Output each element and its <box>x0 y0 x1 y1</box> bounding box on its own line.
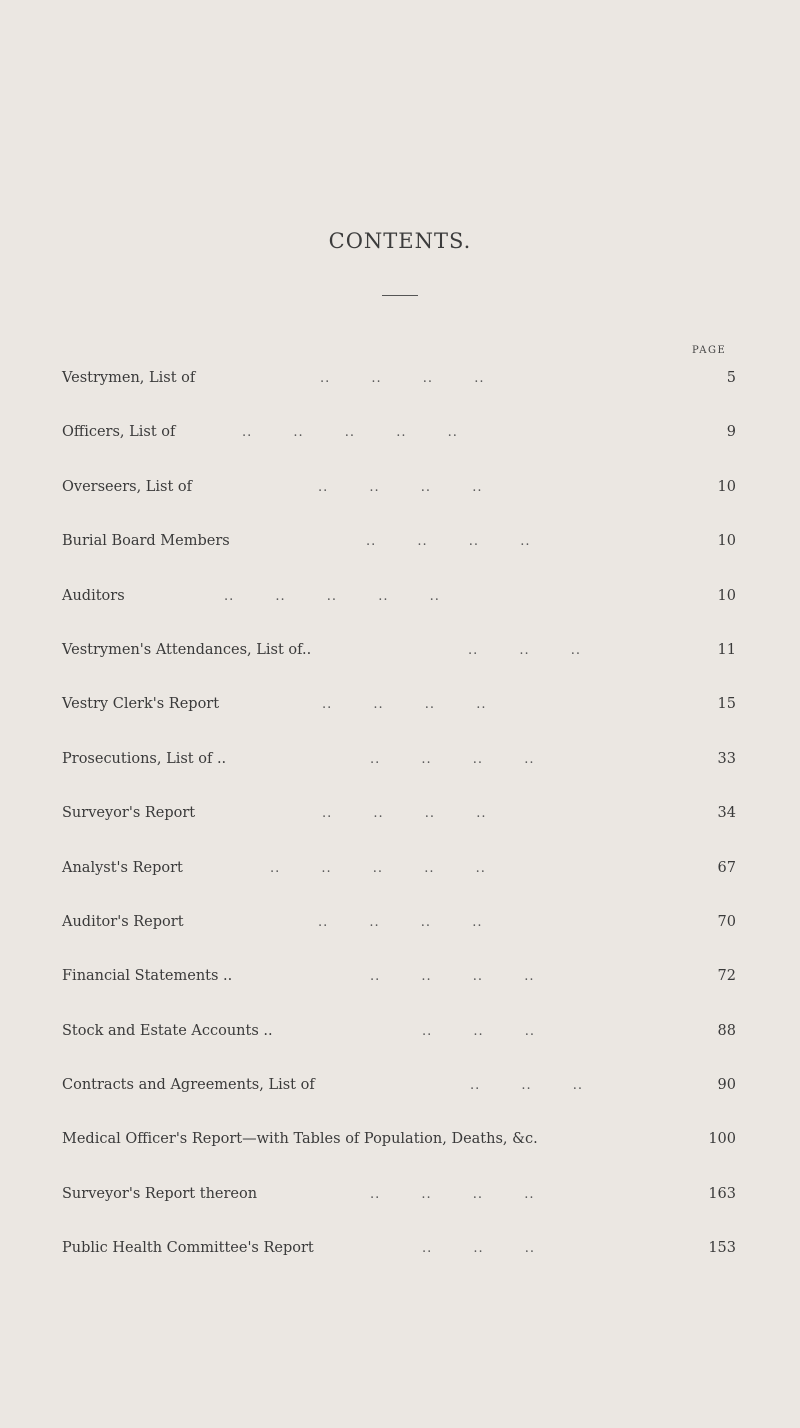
page-column-header: PAGE <box>692 345 727 356</box>
toc-entry-leader: .. .. .. .. .. <box>242 425 458 441</box>
toc-entry <box>62 475 750 500</box>
toc-entry-label: Surveyor's Report <box>62 805 196 822</box>
toc-entry <box>62 910 750 935</box>
toc-entry <box>62 801 750 826</box>
toc-entry <box>62 1073 750 1098</box>
toc-entry-leader: .. .. .. <box>470 1078 584 1094</box>
toc-entry-page: 70 <box>717 913 736 930</box>
table-of-contents <box>62 366 750 1291</box>
toc-entry-leader: .. .. .. .. <box>318 914 483 930</box>
toc-entry-label: Officers, List of <box>62 424 176 441</box>
toc-entry-leader: .. .. .. <box>468 642 582 658</box>
toc-entry-leader: .. .. .. .. <box>322 806 487 822</box>
toc-entry-leader: .. .. .. .. <box>370 751 535 767</box>
toc-entry <box>62 529 750 554</box>
toc-entry-page: 153 <box>708 1240 736 1257</box>
toc-entry-leader: .. .. .. .. <box>322 697 487 713</box>
toc-entry <box>62 1019 750 1044</box>
toc-entry-leader: .. .. .. .. <box>370 1186 535 1202</box>
toc-entry-label: Overseers, List of <box>62 478 193 495</box>
toc-entry-label: Vestrymen, List of <box>62 370 196 386</box>
toc-entry-label: Auditors <box>62 587 125 604</box>
toc-entry <box>62 1127 750 1152</box>
toc-entry-leader: .. .. .. .. <box>320 371 485 386</box>
toc-entry <box>62 584 750 609</box>
toc-entry-page: 10 <box>717 587 736 604</box>
toc-entry <box>62 638 750 663</box>
toc-entry <box>62 856 750 881</box>
toc-entry-label: Public Health Committee's Report <box>62 1240 314 1257</box>
toc-entry <box>62 747 750 772</box>
toc-entry-label: Medical Officer's Report—with Tables of Population, Deaths, &c. <box>62 1131 538 1148</box>
toc-entry-page: 10 <box>717 533 736 550</box>
toc-entry-page: 15 <box>717 696 736 713</box>
toc-entry-leader: .. .. .. .. <box>318 479 483 495</box>
toc-entry-label: Stock and Estate Accounts .. <box>62 1022 273 1039</box>
toc-entry-page: 9 <box>726 424 736 441</box>
toc-entry <box>62 420 750 445</box>
toc-entry <box>62 692 750 717</box>
toc-entry-leader: .. .. .. .. .. <box>224 588 440 604</box>
toc-entry-label: Auditor's Report <box>62 913 184 930</box>
page-title: CONTENTS. <box>328 229 472 253</box>
toc-entry-page: 10 <box>717 478 736 495</box>
toc-entry-label: Vestrymen's Attendances, List of.. <box>62 641 312 658</box>
toc-entry-leader: .. .. .. <box>422 1241 536 1257</box>
toc-entry-page: 34 <box>717 805 736 822</box>
toc-entry-page: 72 <box>717 968 736 985</box>
toc-entry-leader: .. .. .. .. <box>366 534 531 550</box>
toc-entry <box>62 1182 750 1207</box>
toc-entry <box>62 1236 750 1261</box>
toc-entry-label: Prosecutions, List of .. <box>62 750 227 767</box>
toc-entry-page: 163 <box>708 1185 736 1202</box>
toc-entry-page: 100 <box>708 1131 736 1148</box>
toc-entry-page: 88 <box>717 1022 736 1039</box>
title-divider <box>382 295 418 296</box>
toc-entry-page: 5 <box>726 370 736 386</box>
toc-entry-label: Surveyor's Report thereon <box>62 1185 258 1202</box>
toc-entry-label: Burial Board Members <box>62 533 230 550</box>
toc-entry <box>62 366 750 391</box>
toc-entry-page: 11 <box>717 641 736 658</box>
toc-entry-label: Contracts and Agreements, List of <box>62 1077 315 1094</box>
toc-entry-leader: .. .. .. .. .. <box>270 860 486 876</box>
toc-entry-leader: .. .. .. <box>422 1023 536 1039</box>
toc-entry <box>62 964 750 989</box>
toc-entry-page: 67 <box>717 859 736 876</box>
toc-entry-page: 33 <box>717 750 736 767</box>
toc-entry-label: Financial Statements .. <box>62 968 233 985</box>
toc-entry-leader: .. .. .. .. <box>370 969 535 985</box>
toc-entry-label: Analyst's Report <box>62 859 183 876</box>
toc-entry-page: 90 <box>717 1077 736 1094</box>
toc-entry-label: Vestry Clerk's Report <box>62 696 220 713</box>
